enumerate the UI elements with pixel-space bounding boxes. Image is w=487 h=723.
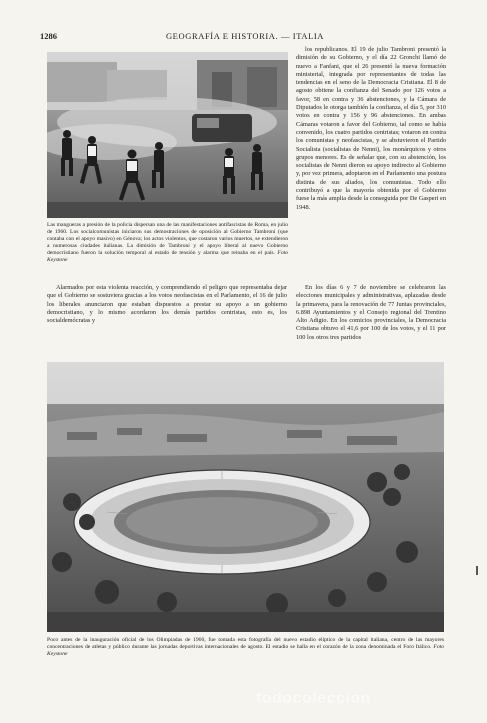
stadium-photo	[47, 362, 444, 632]
article-column-right-bottom	[296, 284, 446, 360]
watermark-logo: todocoleccion	[256, 690, 371, 707]
running-title: GEOGRAFÍA E HISTORIA. — ITALIA	[165, 31, 325, 41]
riot-photo-image	[47, 52, 288, 218]
article-paragraph: En los días 6 y 7 de noviembre se celebraron las elecciones municipales y administrativas, aplazadas desde la primavera, para la renovación de 77 Juntas provinciales, 6.898 Ayuntamientos y el Consejo regional del Trentino Alto Adigio. En los comicios provinciales, la Democracia Cristiana obtuvo el 41,6 por 100 de los votos, y el 11 por 100 los otros tres partidos	[296, 284, 446, 341]
riot-photo-caption	[47, 222, 288, 265]
riot-caption-credit: Foto Keystone	[47, 250, 288, 264]
article-column-right-top	[296, 46, 446, 278]
article-column-left-bottom	[47, 284, 287, 360]
stadium-caption-text: Poco antes de la inauguración oficial de los Olimpíadas de 1960, fue tomada esta fotografía del nuevo estadio elíptico de la capital italiana, centro de las mayores concentraciones de atletas y público durante las jornadas deportivas internacionales de agosto. El estadio se halla en el corazón de la zona denominada el Foro Itálico.	[47, 637, 444, 651]
page-header	[40, 30, 450, 42]
stadium-caption-credit: Foto Keystone	[47, 644, 444, 658]
stadium-photo-image	[47, 362, 444, 632]
margin-mark	[476, 566, 478, 575]
riot-photo	[47, 52, 288, 218]
page-number: 1286	[40, 31, 57, 41]
riot-caption-text: Las mangueras a presión de la policía dispersan una de las manifestaciones antifascistas de Roma, en julio de 1960. Los socialcomunistas iniciaron sus demostraciones de oposición al Gobierno Tambroni (que contaba con el apoyo masivo) en Génova; los actos violentos, que costaron varios muertos, se extendieron a numerosas ciudades italianas. La dimisión de Tambroni y el apoyo liberal al nuevo Gobierno democristiano fueron la solución temporal al estado de tensión y alarma que reinaba en el país.	[47, 222, 288, 257]
article-paragraph: Alarmados por esta violenta reacción, y comprendiendo el peligro que representaba dejar que el Gobierno se sostuviera gracias a los votos neofascistas en el Parlamento, el 16 de julio los liberales anunciaron que estaban dispuestos a prestar su apoyo a un gobierno democristiano, y lo mismo acordaron los demás partidos centristas, esto es, los socialdemócratas y	[47, 284, 287, 325]
stadium-photo-caption	[47, 637, 444, 658]
article-paragraph: los republicanos. El 19 de julio Tambroni presentó la dimisión de su Gobierno, y el día 22 Gronchi llamó de nuevo a Fanfani, que el 26 presentó la nueva formación ministerial, integrada por representantes de todas las tendencias en el seno de la Democracia Cristiana. El 8 de agosto obtiene la confianza del Senado por 126 votos a favor, 58 en contra y 36 abstenciones, y la Cámara de Diputados le otorga también la confianza, el día 5, por 310 votos en contra y 156 y 96 abstenciones. En ambas Cámaras votaron a favor del Gobierno, tal como se había convenido, los cuatro partidos centristas; votaron en contra los comunistas y neofascistas, y se abstuvieron el Partido Socialista (socialistas de Nenni), los monárquicos y otros grupos menores. Es de señalar que, con su abstención, los socialistas de Nenni dieron su apoyo indirecto al Gobierno y, por vez primera, adoptaron en el Parlamento una postura distinta de sus aliados, los comunistas. Todo ello contribuyó a que la mayoría obtenida por el Gobierno fuese la más amplia desde la conseguida por De Gasperi en 1948.	[296, 46, 446, 211]
